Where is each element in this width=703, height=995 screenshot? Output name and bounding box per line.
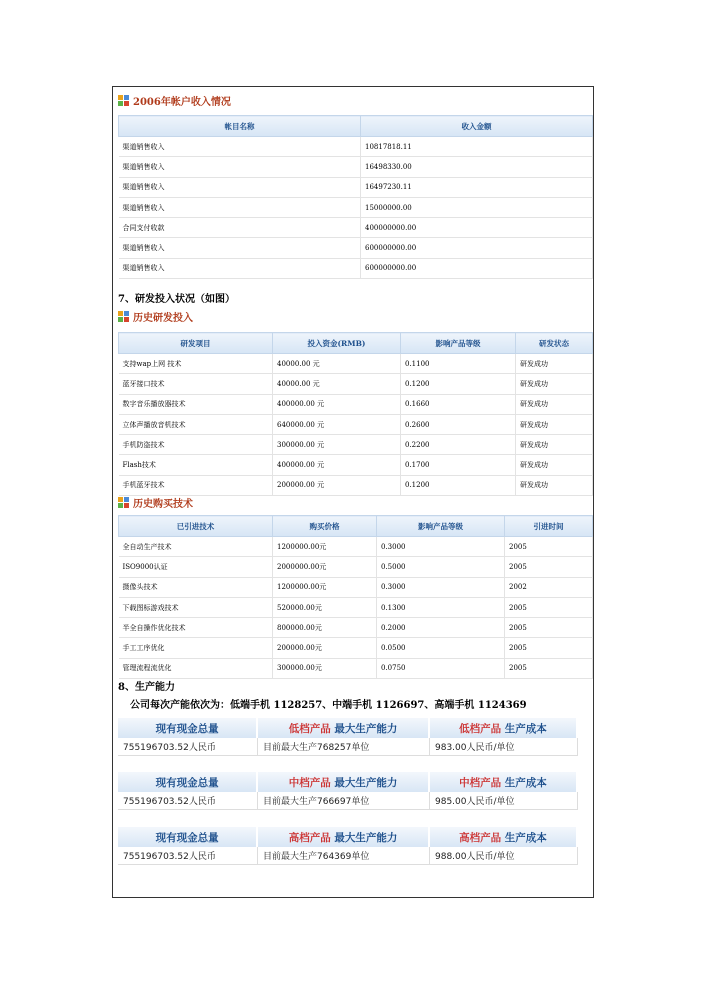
cash-label-text: 现有现金总量	[155, 831, 219, 844]
status-cell: 研发成功	[516, 374, 593, 394]
level-cell: 0.1100	[401, 354, 516, 374]
project-cell: 立体声播放音机技术	[119, 414, 273, 434]
account-name-cell: 渠道销售收入	[119, 238, 361, 258]
rd-header-level: 影响产品等级	[401, 333, 516, 354]
capacity-label-text: 最大生产能力	[334, 722, 398, 735]
price-cell: 520000.00元	[273, 597, 377, 617]
level-cell: 0.1300	[377, 597, 505, 617]
account-name-cell: 渠道销售收入	[119, 197, 361, 217]
capacity-block	[118, 772, 578, 810]
table-row	[119, 597, 593, 617]
cost-label	[430, 718, 578, 738]
table-row	[119, 238, 593, 258]
capacity-heading: 8、生产能力	[118, 682, 175, 693]
purchase-header-time: 引进时间	[505, 516, 593, 537]
price-cell: 300000.00元	[273, 658, 377, 678]
project-cell: 数字音乐播放器技术	[119, 394, 273, 414]
status-cell: 研发成功	[516, 354, 593, 374]
level-cell: 0.0750	[377, 658, 505, 678]
cash-value: 755196703.52人民币	[118, 847, 258, 865]
cash-label-text: 现有现金总量	[155, 776, 219, 789]
capacity-block	[118, 827, 578, 865]
income-section-title	[118, 92, 231, 108]
amount-cell: 400000000.00	[361, 218, 593, 238]
cost-label-text: 生产成本	[504, 722, 547, 735]
table-row	[119, 414, 593, 434]
tech-cell: 全自动生产技术	[119, 537, 273, 557]
account-name-cell: 合同支付收款	[119, 218, 361, 238]
purchase-header-tech: 已引进技术	[119, 516, 273, 537]
amount-cell: 16497230.11	[361, 177, 593, 197]
cost-value: 988.00人民币/单位	[430, 847, 578, 865]
time-cell: 2005	[505, 557, 593, 577]
time-cell: 2005	[505, 618, 593, 638]
amount-cell: 15000000.00	[361, 197, 593, 217]
grid-icon	[118, 311, 129, 322]
status-cell: 研发成功	[516, 394, 593, 414]
cash-value: 755196703.52人民币	[118, 792, 258, 810]
fund-cell: 640000.00 元	[273, 414, 401, 434]
tech-cell: 摄像头技术	[119, 577, 273, 597]
purchase-title: 历史购买技术	[133, 498, 193, 510]
rd-header-project: 研发项目	[119, 333, 273, 354]
fund-cell: 300000.00 元	[273, 435, 401, 455]
table-row	[119, 157, 593, 177]
cash-value: 755196703.52人民币	[118, 738, 258, 756]
cost-label	[430, 827, 578, 847]
tier-label: 高档产品	[288, 831, 331, 844]
fund-cell: 400000.00 元	[273, 455, 401, 475]
fund-cell: 40000.00 元	[273, 374, 401, 394]
level-cell: 0.1200	[401, 475, 516, 495]
capacity-label	[258, 827, 430, 847]
table-row	[119, 537, 593, 557]
rd-heading: 7、研发投入状况（如图）	[118, 294, 235, 305]
purchase-header-level: 影响产品等级	[377, 516, 505, 537]
tech-cell: 管理流程流优化	[119, 658, 273, 678]
level-cell: 0.2000	[377, 618, 505, 638]
project-cell: Flash技术	[119, 455, 273, 475]
status-cell: 研发成功	[516, 455, 593, 475]
fund-cell: 40000.00 元	[273, 354, 401, 374]
level-cell: 0.0500	[377, 638, 505, 658]
cash-label	[118, 772, 258, 792]
income-header-amount: 收入金额	[361, 116, 593, 137]
tech-cell: 半全自操作优化技术	[119, 618, 273, 638]
income-header-name: 帐目名称	[119, 116, 361, 137]
account-name-cell: 渠道销售收入	[119, 177, 361, 197]
table-row	[119, 354, 593, 374]
table-row	[119, 658, 593, 678]
grid-icon	[118, 95, 129, 106]
level-cell: 0.1660	[401, 394, 516, 414]
rd-header-fund: 投入资金(RMB)	[273, 333, 401, 354]
amount-cell: 16498330.00	[361, 157, 593, 177]
capacity-label-text: 最大生产能力	[334, 831, 398, 844]
cost-value: 983.00人民币/单位	[430, 738, 578, 756]
table-row	[119, 435, 593, 455]
capacity-value: 目前最大生产766697单位	[258, 792, 430, 810]
status-cell: 研发成功	[516, 475, 593, 495]
status-cell: 研发成功	[516, 435, 593, 455]
table-row	[119, 258, 593, 278]
purchase-table	[118, 515, 593, 679]
time-cell: 2005	[505, 537, 593, 557]
account-name-cell: 渠道销售收入	[119, 157, 361, 177]
table-row	[119, 177, 593, 197]
capacity-value: 目前最大生产764369单位	[258, 847, 430, 865]
account-name-cell: 渠道销售收入	[119, 137, 361, 157]
fund-cell: 200000.00 元	[273, 475, 401, 495]
table-row	[119, 197, 593, 217]
project-cell: 手机蓝牙技术	[119, 475, 273, 495]
tier-label: 中档产品	[459, 776, 502, 789]
tier-label: 中档产品	[288, 776, 331, 789]
capacity-label	[258, 772, 430, 792]
cost-value: 985.00人民币/单位	[430, 792, 578, 810]
capacity-label-text: 最大生产能力	[334, 776, 398, 789]
table-row	[119, 455, 593, 475]
table-row	[119, 577, 593, 597]
level-cell: 0.1200	[401, 374, 516, 394]
cash-label-text: 现有现金总量	[155, 722, 219, 735]
project-cell: 手机防盗技术	[119, 435, 273, 455]
table-row	[119, 218, 593, 238]
tech-cell: 手工工序优化	[119, 638, 273, 658]
table-row	[119, 638, 593, 658]
project-cell: 支持wap上网 技术	[119, 354, 273, 374]
account-name-cell: 渠道销售收入	[119, 258, 361, 278]
cost-label-text: 生产成本	[504, 831, 547, 844]
table-row	[119, 618, 593, 638]
time-cell: 2002	[505, 577, 593, 597]
cost-label	[430, 772, 578, 792]
price-cell: 2000000.00元	[273, 557, 377, 577]
project-cell: 蓝牙接口技术	[119, 374, 273, 394]
price-cell: 800000.00元	[273, 618, 377, 638]
tier-label: 低档产品	[288, 722, 331, 735]
rd-header-status: 研发状态	[516, 333, 593, 354]
fund-cell: 400000.00 元	[273, 394, 401, 414]
cost-label-text: 生产成本	[504, 776, 547, 789]
tier-label: 低档产品	[459, 722, 502, 735]
level-cell: 0.3000	[377, 577, 505, 597]
tech-cell: ISO9000认证	[119, 557, 273, 577]
capacity-summary: 公司每次产能依次为：低端手机 1128257、中端手机 1126697、高端手机 1124369	[130, 700, 527, 711]
cash-label	[118, 827, 258, 847]
purchase-header-price: 购买价格	[273, 516, 377, 537]
table-row	[119, 475, 593, 495]
tech-cell: 下载图标游戏技术	[119, 597, 273, 617]
time-cell: 2005	[505, 597, 593, 617]
tier-label: 高档产品	[459, 831, 502, 844]
cash-label	[118, 718, 258, 738]
grid-icon	[118, 497, 129, 508]
price-cell: 1200000.00元	[273, 577, 377, 597]
amount-cell: 600000000.00	[361, 258, 593, 278]
income-title: 2006年帐户收入情况	[133, 96, 231, 108]
capacity-value: 目前最大生产768257单位	[258, 738, 430, 756]
purchase-section-title	[118, 494, 193, 510]
time-cell: 2005	[505, 638, 593, 658]
income-table	[118, 115, 593, 279]
level-cell: 0.2600	[401, 414, 516, 434]
amount-cell: 10817818.11	[361, 137, 593, 157]
price-cell: 1200000.00元	[273, 537, 377, 557]
amount-cell: 600000000.00	[361, 238, 593, 258]
table-row	[119, 137, 593, 157]
table-row	[119, 374, 593, 394]
rd-title: 历史研发投入	[133, 312, 193, 324]
table-row	[119, 394, 593, 414]
level-cell: 0.3000	[377, 537, 505, 557]
rd-table	[118, 332, 593, 496]
price-cell: 200000.00元	[273, 638, 377, 658]
level-cell: 0.2200	[401, 435, 516, 455]
capacity-label	[258, 718, 430, 738]
table-row	[119, 557, 593, 577]
time-cell: 2005	[505, 658, 593, 678]
status-cell: 研发成功	[516, 414, 593, 434]
level-cell: 0.5000	[377, 557, 505, 577]
level-cell: 0.1700	[401, 455, 516, 475]
rd-section-title	[118, 308, 193, 324]
capacity-block	[118, 718, 578, 756]
